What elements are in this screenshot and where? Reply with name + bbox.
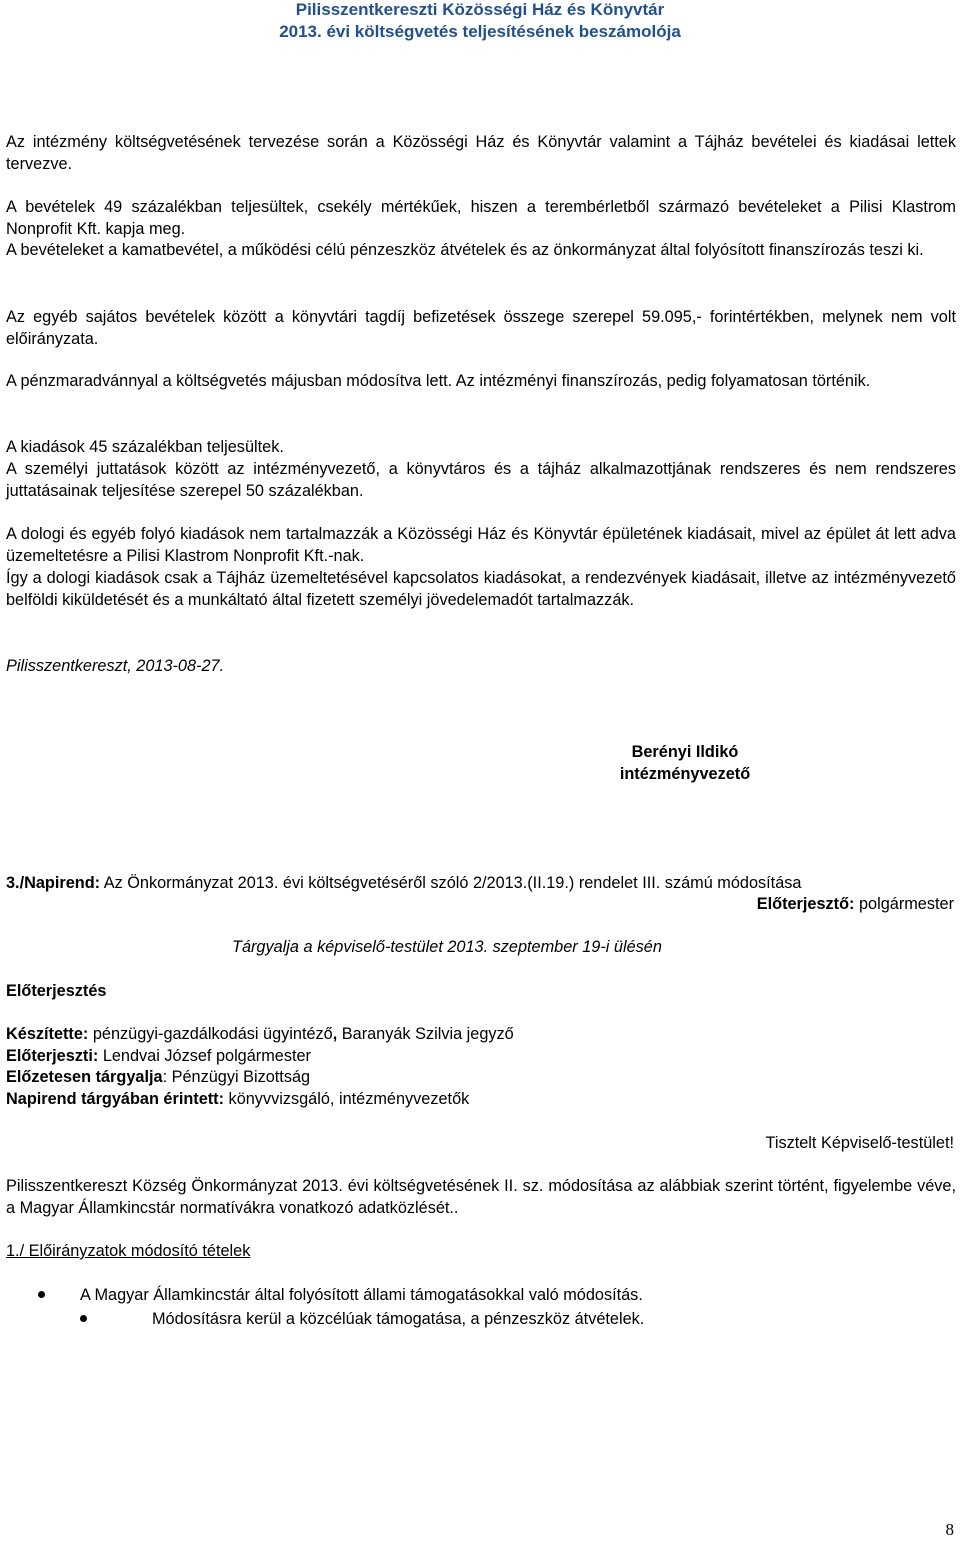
presented-by-label: Előterjeszti: (6, 1047, 99, 1065)
pre-discussed-label: Előzetesen tárgyalja (6, 1068, 163, 1086)
agenda-label: 3./Napirend: (6, 874, 101, 892)
affected-value: könyvvizsgáló, intézményvezetők (224, 1090, 470, 1108)
prepared-by-separator: , (332, 1025, 338, 1043)
document-header-title: Pilisszentkereszti Közösségi Ház és Könyvtár (295, 0, 665, 19)
bullet-icon (38, 1291, 45, 1298)
prepared-by-line (6, 1023, 514, 1045)
paragraph-planning: Az intézmény költségvetésének tervezése során a Közösségi Ház és Könyvtár valamint a Tájház bevételei és kiadásai lettek tervezve. (6, 133, 956, 173)
proposal-heading: Előterjesztés (6, 982, 107, 1000)
presenter-value: polgármester (854, 895, 954, 913)
bullet-icon (80, 1315, 87, 1322)
section-title-appropriations: 1./ Előirányzatok módosító tételek (6, 1242, 251, 1260)
pre-discussed-value: : Pénzügyi Bizottság (162, 1068, 311, 1086)
paragraph-revenue: A bevételek 49 százalékban teljesültek, csekély mértékűek, hiszen a terembérletből származó bevételeket a Pilisi Klastrom Nonprofit Kft. kapja meg. (6, 198, 956, 238)
signer-title: intézményvezető (619, 765, 751, 783)
affected-line (6, 1088, 469, 1110)
list-item: Módosításra kerül a közcélúak támogatása, a pénzeszköz átvételek. (152, 1310, 645, 1328)
salutation: Tisztelt Képviselő-testület! (765, 1134, 954, 1152)
prepared-by-value: pénzügyi-gazdálkodási ügyintéző (88, 1025, 333, 1043)
presenter-line (757, 893, 954, 915)
presented-by-line (6, 1045, 311, 1067)
prepared-by-label: Készítette: (6, 1025, 89, 1043)
paragraph-tajhaz-costs: Így a dologi kiadások csak a Tájház üzemeltetésével kapcsolatos kiadásokat, a rendezvények kiadásait, illetve az intézményvezető belföldi kiküldetését és a munkáltató által fizetett személyi jövedelemadót tartalmazzák. (6, 569, 956, 609)
meeting-note: Tárgyalja a képviselő-testület 2013. szeptember 19-i ülésén (232, 938, 662, 956)
pre-discussed-line (6, 1066, 310, 1088)
affected-label: Napirend tárgyában érintett: (6, 1090, 225, 1108)
document-header-subtitle: 2013. évi költségvetés teljesítésének beszámolója (279, 22, 681, 41)
list-item: A Magyar Államkincstár által folyósított állami támogatásokkal való módosítás. (80, 1286, 643, 1304)
page-number: 8 (945, 1520, 954, 1539)
paragraph-other-revenue: Az egyéb sajátos bevételek között a könyvtári tagdíj befizetések összege szerepel 59.095,- forintértékben, melynek nem volt előirányzata. (6, 308, 956, 348)
presenter-label: Előterjesztő: (756, 895, 855, 913)
agenda-line (6, 872, 801, 894)
paragraph-material-costs: A dologi és egyéb folyó kiadások nem tartalmazzák a Közösségi Ház és Könyvtár épületének kiadásait, mivel az épület át lett adva üzemeltetésre a Pilisi Klastrom Nonprofit Kft.-nak. (6, 525, 956, 565)
paragraph-modification-intro: Pilisszentkereszt Község Önkormányzat 2013. évi költségvetésének II. sz. módosítása az alábbiak szerint történt, figyelembe véve, a Magyar Államkincstár normatívákra vonatkozó adatközlését.. (6, 1177, 956, 1217)
paragraph-expenses: A kiadások 45 százalékban teljesültek. (6, 438, 284, 456)
presented-by-value: Lendvai József polgármester (98, 1047, 311, 1065)
place-date: Pilisszentkereszt, 2013-08-27. (6, 657, 225, 675)
paragraph-personnel: A személyi juttatások között az intézményvezető, a könyvtáros és a tájház alkalmazottjának rendszeres és nem rendszeres juttatásainak teljesítése szerepel 50 százalékban. (6, 460, 956, 500)
signer-name: Berényi Ildikó (631, 743, 739, 761)
paragraph-residual: A pénzmaradvánnyal a költségvetés májusban módosítva lett. Az intézményi finanszírozás, pedig folyamatosan történik. (6, 372, 871, 390)
paragraph-revenue-sources: A bevételeket a kamatbevétel, a működési célú pénzeszköz átvételek és az önkormányzat által folyósított finanszírozás teszi ki. (6, 241, 924, 259)
agenda-text: Az Önkormányzat 2013. évi költségvetéséről szóló 2/2013.(II.19.) rendelet III. számú módosítása (100, 874, 802, 892)
prepared-by-value-2: Baranyák Szilvia jegyző (337, 1025, 514, 1043)
